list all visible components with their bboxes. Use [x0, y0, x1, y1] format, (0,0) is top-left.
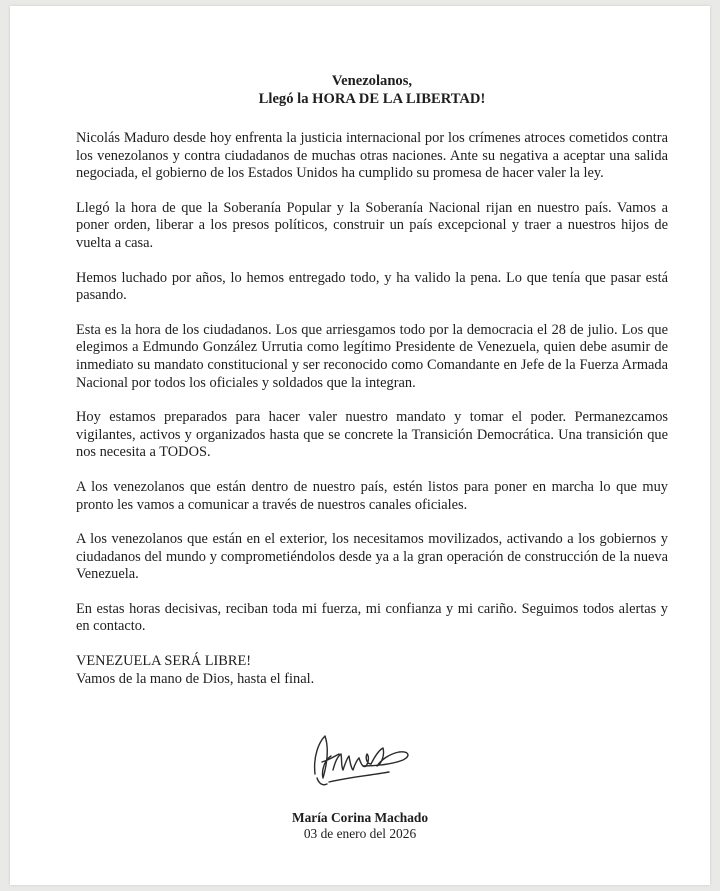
paragraph: Hemos luchado por años, lo hemos entregado todo, y ha valido la pena. Lo que tenía que pasar está pasando.	[76, 269, 668, 304]
paragraph: A los venezolanos que están en el exterior, los necesitamos movilizados, activando a los gobiernos y ciudadanos del mundo y comprometiéndolos desde ya a la gran operación de construcción de la nueva Venezuela.	[76, 531, 668, 583]
paragraph: Hoy estamos preparados para hacer valer nuestro mandato y tomar el poder. Permanezcamos vigilantes, activos y organizados hasta que se concrete la Transición Democrática. Una transición que nos necesita a TODOS.	[76, 409, 668, 461]
heading-title: Llegó la HORA DE LA LIBERTAD!	[258, 91, 486, 107]
heading-salutation: Venezolanos,	[331, 73, 413, 89]
closing-farewell: Vamos de la mano de Dios, hasta el final.	[76, 670, 315, 687]
closing-block	[76, 653, 668, 688]
paragraph: En estas horas decisivas, reciban toda mi fuerza, mi confianza y mi cariño. Seguimos todos alertas y en contacto.	[76, 600, 668, 635]
paragraph: Nicolás Maduro desde hoy enfrenta la justicia internacional por los crímenes atroces cometidos contra los venezolanos y contra ciudadanos de muchas otras naciones. Ante su negativa a aceptar una salida negociada, el gobierno de los Estados Unidos ha cumplido su promesa de hacer valer la ley.	[76, 130, 668, 182]
paragraph: Llegó la hora de que la Soberanía Popular y la Soberanía Nacional rijan en nuestro país. Vamos a poner orden, liberar a los presos políticos, construir un país excepcional y traer a nuestros hijos de vuelta a casa.	[76, 199, 668, 251]
paragraph: Esta es la hora de los ciudadanos. Los que arriesgamos todo por la democracia el 28 de julio. Los que elegimos a Edmundo González Urrutia como legítimo Presidente de Venezuela, quien debe asumir de inmediato su mandato constitucional y ser reconocido como Comandante en Jefe de la Fuerza Armada Nacional por todos los oficiales y soldados que la integran.	[76, 321, 668, 391]
letter-body	[76, 72, 668, 688]
signer-name: María Corina Machado	[291, 810, 429, 825]
paragraph: A los venezolanos que están dentro de nuestro país, estén listos para poner en marcha lo que muy pronto les vamos a comunicar a través de nuestros canales oficiales.	[76, 478, 668, 513]
letter-page	[10, 6, 710, 885]
letter-heading	[76, 72, 668, 108]
signer-block	[10, 810, 710, 842]
handwritten-signature	[305, 726, 415, 796]
letter-date: 03 de enero del 2026	[303, 826, 417, 841]
closing-slogan: VENEZUELA SERÁ LIBRE!	[76, 653, 252, 670]
